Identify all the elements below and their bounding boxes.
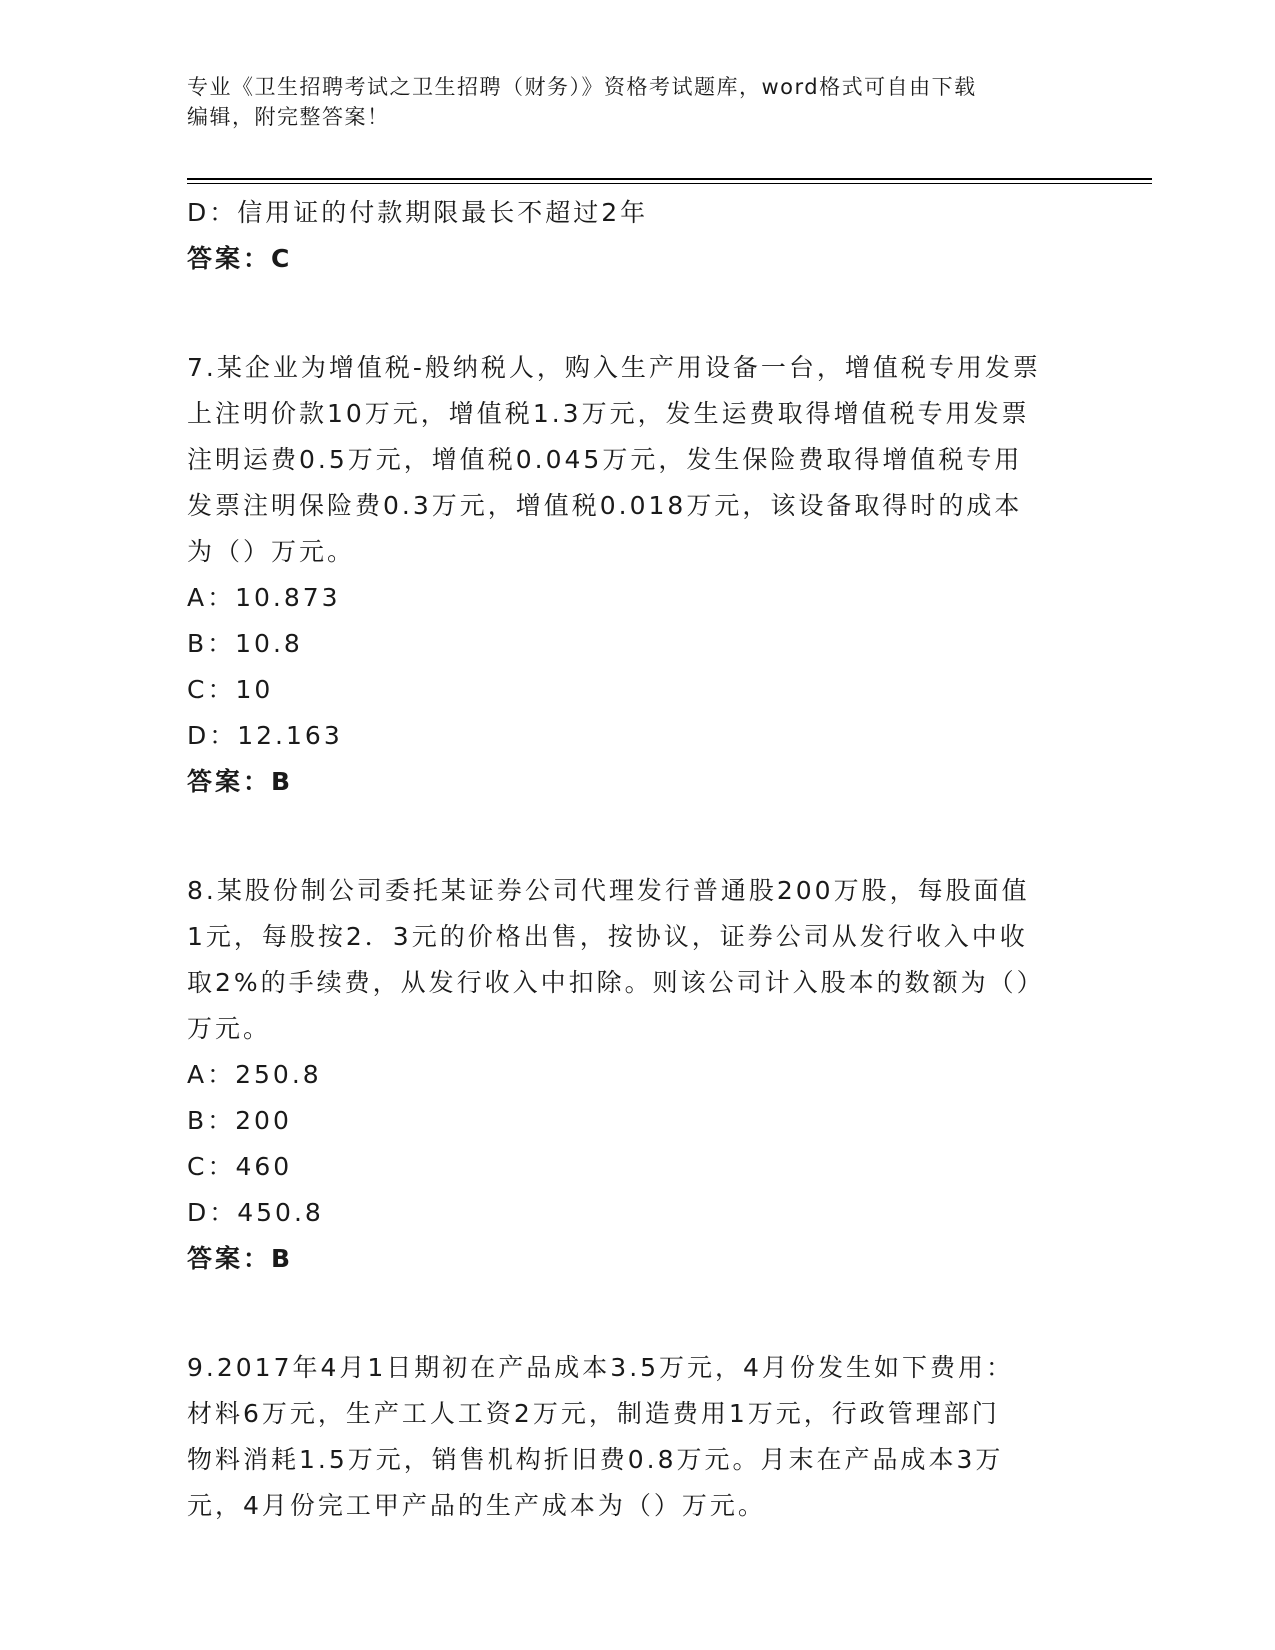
q8-option-b: B：200: [187, 1106, 292, 1135]
q7-option-d: D：12.163: [187, 721, 343, 750]
header-divider-thick: [187, 178, 1152, 180]
q9-text-line-1: 9.2017年4月1日期初在产品成本3.5万元，4月份发生如下费用：: [187, 1353, 1014, 1382]
q7-text-line-4: 发票注明保险费0.3万元，增值税0.018万元，该设备取得时的成本: [187, 491, 1023, 520]
q9-text-line-4: 元，4月份完工甲产品的生产成本为（）万元。: [187, 1491, 766, 1520]
q7-answer: 答案：B: [187, 767, 294, 796]
header-line-2: 编辑，附完整答案！: [187, 105, 390, 129]
q7-text-line-3: 注明运费0.5万元，增值税0.045万元，发生保险费取得增值税专用: [187, 445, 1023, 474]
header-line-1: 专业《卫生招聘考试之卫生招聘（财务）》资格考试题库，word格式可自由下载: [187, 75, 977, 99]
q9-text-line-3: 物料消耗1.5万元，销售机构折旧费0.8万元。月末在产品成本3万: [187, 1445, 1004, 1474]
spacer: [187, 282, 1067, 345]
q8-text-line-2: 1元，每股按2．3元的价格出售，按协议，证券公司从发行收入中收: [187, 922, 1028, 951]
q7-text-line-2: 上注明价款10万元，增值税1.3万元，发生运费取得增值税专用发票: [187, 399, 1030, 428]
q7-option-b: B：10.8: [187, 629, 303, 658]
document-body: [187, 190, 1067, 1529]
q9-text-line-2: 材料6万元，生产工人工资2万元，制造费用1万元，行政管理部门: [187, 1399, 1000, 1428]
q7-option-c: C：10: [187, 675, 274, 704]
spacer: [187, 1282, 1067, 1345]
question-8: [187, 868, 1067, 1282]
q7-text-line-1: 7.某企业为增值税-般纳税人，购入生产用设备一台，增值税专用发票: [187, 353, 1041, 382]
spacer: [187, 805, 1067, 868]
q8-option-d: D：450.8: [187, 1198, 324, 1227]
q8-option-c: C：460: [187, 1152, 293, 1181]
question-7: [187, 345, 1067, 805]
prev-option-d: D：信用证的付款期限最长不超过2年: [187, 198, 649, 227]
q7-option-a: A：10.873: [187, 583, 341, 612]
document-header: [187, 72, 1077, 132]
header-divider-thin: [187, 183, 1152, 184]
prev-answer: 答案：C: [187, 244, 293, 273]
q8-answer: 答案：B: [187, 1244, 294, 1273]
q7-text-line-5: 为（）万元。: [187, 537, 356, 566]
q8-option-a: A：250.8: [187, 1060, 322, 1089]
question-9: [187, 1345, 1067, 1529]
q8-text-line-3: 取2%的手续费，从发行收入中扣除。则该公司计入股本的数额为（）: [187, 968, 1045, 997]
q8-text-line-1: 8.某股份制公司委托某证券公司代理发行普通股200万股，每股面值: [187, 876, 1030, 905]
q8-text-line-4: 万元。: [187, 1014, 272, 1043]
